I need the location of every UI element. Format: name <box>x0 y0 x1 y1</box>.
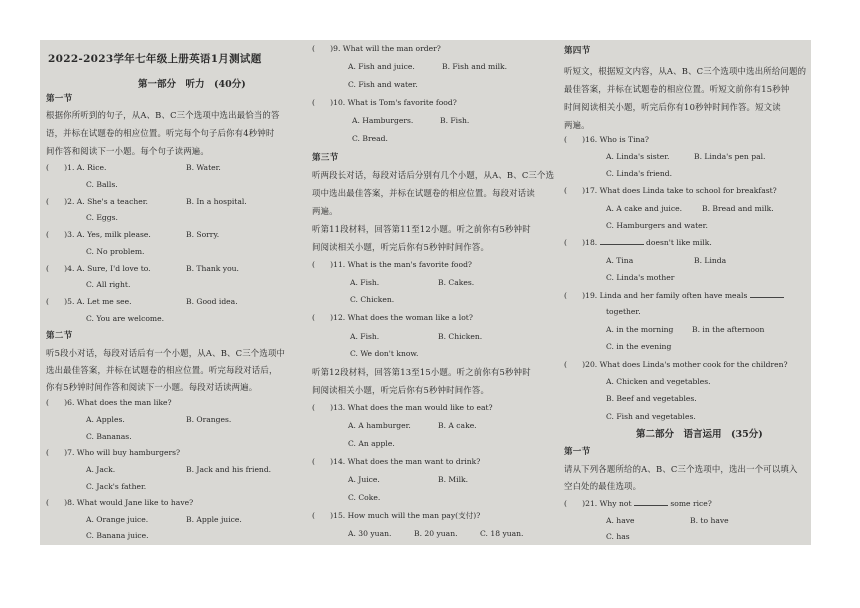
question-3-stem: ( )3. A. Yes, milk please. <box>46 230 151 239</box>
section-2-instructions: 听5段小对话，每段对话后有一个小题，从A、B、C三个选项中 <box>46 348 286 358</box>
section-3-instructions: 项中选出最佳答案，并标在试题卷的相应位置。每段对话读 <box>312 188 535 198</box>
question-16-option-b: B. Linda's pen pal. <box>694 152 766 161</box>
question-9-stem: ( )9. What will the man order? <box>312 44 441 53</box>
question-7-stem: ( )7. Who will buy hamburgers? <box>46 448 181 457</box>
question-6-option-a: A. Apples. <box>86 415 125 424</box>
question-18-blank <box>600 244 644 245</box>
question-20-option-c: C. Fish and vegetables. <box>606 412 696 421</box>
question-14-option-b: B. Milk. <box>438 475 469 484</box>
part2-section-1-instructions: 请从下列各题所给的A、B、C三个选项中，选出一个可以填入 <box>564 464 798 474</box>
question-1-option-b: B. Water. <box>186 163 221 172</box>
section-3-instructions: 听两段长对话，每段对话后分别有几个小题，从A、B、C三个选 <box>312 170 555 180</box>
section-3-group-1-note: 听第11段材料，回答第11至12小题。听之前你有5秒钟时 <box>312 224 531 234</box>
question-21-option-b: B. to have <box>690 516 729 525</box>
question-8-option-b: B. Apple juice. <box>186 515 242 524</box>
question-11-option-c: C. Chicken. <box>350 295 395 304</box>
section-3-heading: 第三节 <box>312 153 339 163</box>
question-17-option-b: B. Bread and milk. <box>702 204 774 213</box>
question-18-option-a: A. Tina <box>606 256 634 265</box>
question-19-text: ( )19. Linda and her family often have meals <box>564 291 748 300</box>
question-18-option-b: B. Linda <box>694 256 727 265</box>
question-12-option-a: A. Fish. <box>350 332 380 341</box>
question-13-option-b: B. A cake. <box>438 421 477 430</box>
question-19-option-a: A. in the morning <box>606 325 674 334</box>
question-11-option-b: B. Cakes. <box>438 278 475 287</box>
question-6-option-c: C. Bananas. <box>86 432 132 441</box>
question-3-option-c: C. No problem. <box>86 247 145 256</box>
question-20-option-b: B. Beef and vegetables. <box>606 394 697 403</box>
part2-section-1-instructions: 空白处的最佳选项。 <box>564 481 642 491</box>
question-6-stem: ( )6. What does the man like? <box>46 398 172 407</box>
question-5-stem: ( )5. A. Let me see. <box>46 297 132 306</box>
part2-heading: 第二部分 语言运用 (35分) <box>636 429 763 440</box>
question-9-option-c: C. Fish and water. <box>348 80 418 89</box>
section-1-instructions: 根据你所听到的句子，从A、B、C三个选项中选出最恰当的答 <box>46 110 280 120</box>
question-17-stem: ( )17. What does Linda take to school for breakfast? <box>564 186 777 195</box>
section-2-instructions: 选出最佳答案，并标在试题卷的相应位置。听完每段对话后， <box>46 365 278 375</box>
section-1-instructions: 语，并标在试题卷的相应位置。听完每个句子后你有4秒钟时 <box>46 128 275 138</box>
question-16-stem: ( )16. Who is Tina? <box>564 135 650 144</box>
column-2 <box>312 40 556 545</box>
section-3-group-2-note: 间阅读相关小题，听完后你有5秒钟时间作答。 <box>312 385 490 395</box>
question-1-stem: ( )1. A. Rice. <box>46 163 107 172</box>
question-21-text: ( )21. Why not <box>564 499 632 508</box>
question-19-stem <box>564 291 784 301</box>
question-15-option-b: B. 20 yuan. <box>414 529 458 538</box>
question-15-option-c: C. 18 yuan. <box>480 529 524 538</box>
question-9-option-a: A. Fish and juice. <box>348 62 415 71</box>
question-10-option-a: A. Hamburgers. <box>352 116 414 125</box>
question-3-option-b: B. Sorry. <box>186 230 220 239</box>
question-11-option-a: A. Fish. <box>350 278 380 287</box>
question-8-option-a: A. Orange juice. <box>86 515 149 524</box>
question-18-text: doesn't like milk. <box>646 238 712 247</box>
section-4-instructions: 时间阅读相关小题，听完后你有10秒钟时间作答。短文读 <box>564 102 781 112</box>
question-10-option-c: C. Bread. <box>352 134 388 143</box>
section-3-group-2-note: 听第12段材料，回答第13至15小题。听之前你有5秒钟时 <box>312 367 531 377</box>
question-10-stem: ( )10. What is Tom's favorite food? <box>312 98 457 107</box>
question-9-option-b: B. Fish and milk. <box>442 62 508 71</box>
question-10-option-b: B. Fish. <box>440 116 470 125</box>
part1-heading: 第一部分 听力 (40分) <box>138 79 246 90</box>
question-18-stem <box>564 238 712 248</box>
question-7-option-a: A. Jack. <box>86 465 116 474</box>
question-21-option-a: A. have <box>606 516 635 525</box>
question-4-option-c: C. All right. <box>86 280 131 289</box>
question-14-option-a: A. Juice. <box>348 475 380 484</box>
question-20-stem: ( )20. What does Linda's mother cook for the children? <box>564 360 788 369</box>
question-7-option-c: C. Jack's father. <box>86 482 147 491</box>
section-1-instructions: 间作答和阅读下一小题。每个句子读两遍。 <box>46 146 209 156</box>
question-4-option-b: B. Thank you. <box>186 264 239 273</box>
section-2-heading: 第二节 <box>46 331 73 341</box>
part2-section-1-heading: 第一节 <box>564 447 591 457</box>
column-1 <box>46 40 306 545</box>
question-19-blank <box>750 297 784 298</box>
question-21-blank <box>634 505 668 506</box>
section-3-group-1-note: 间阅读相关小题，听完后你有5秒钟时间作答。 <box>312 242 490 252</box>
question-15-stem: ( )15. How much will the man pay(支付)? <box>312 511 481 520</box>
column-3 <box>564 40 808 545</box>
question-5-option-c: C. You are welcome. <box>86 314 165 323</box>
section-2-instructions: 你有5秒钟时间作答和阅读下一小题。每段对话读两遍。 <box>46 382 258 392</box>
question-18-number: ( )18. <box>564 238 598 247</box>
question-21-stem <box>564 499 712 509</box>
question-8-option-c: C. Banana juice. <box>86 531 149 540</box>
exam-paper-photo <box>40 40 811 545</box>
question-18-option-c: C. Linda's mother <box>606 273 675 282</box>
question-20-option-a: A. Chicken and vegetables. <box>606 377 711 386</box>
question-1-option-c: C. Balls. <box>86 180 118 189</box>
question-21-option-c: C. has <box>606 532 630 541</box>
question-14-stem: ( )14. What does the man want to drink? <box>312 457 481 466</box>
section-4-instructions: 两遍。 <box>564 120 590 130</box>
question-13-stem: ( )13. What does the man would like to eat? <box>312 403 493 412</box>
question-8-stem: ( )8. What would Jane like to have? <box>46 498 194 507</box>
question-19-option-c: C. in the evening <box>606 342 672 351</box>
question-16-option-c: C. Linda's friend. <box>606 169 673 178</box>
question-19-continuation: together. <box>606 307 641 316</box>
question-19-option-b: B. in the afternoon <box>692 325 765 334</box>
question-13-option-a: A. A hamburger. <box>348 421 411 430</box>
section-4-instructions: 听短文，根据短文内容，从A、B、C三个选项中选出所给问题的 <box>564 66 807 76</box>
question-17-option-c: C. Hamburgers and water. <box>606 221 708 230</box>
section-4-heading: 第四节 <box>564 46 591 56</box>
section-4-instructions: 最佳答案，并标在试题卷的相应位置。听短文前你有15秒钟 <box>564 84 790 94</box>
question-2-option-c: C. Eggs. <box>86 213 118 222</box>
question-2-stem: ( )2. A. She's a teacher. <box>46 197 148 206</box>
question-11-stem: ( )11. What is the man's favorite food? <box>312 260 473 269</box>
exam-title: 2022-2023学年七年级上册英语1月测试题 <box>48 53 262 65</box>
question-12-option-b: B. Chicken. <box>438 332 483 341</box>
question-17-option-a: A. A cake and juice. <box>606 204 683 213</box>
question-7-option-b: B. Jack and his friend. <box>186 465 272 474</box>
question-5-option-b: B. Good idea. <box>186 297 238 306</box>
question-14-option-c: C. Coke. <box>348 493 381 502</box>
question-6-option-b: B. Oranges. <box>186 415 232 424</box>
question-15-option-a: A. 30 yuan. <box>348 529 392 538</box>
section-3-instructions: 两遍。 <box>312 206 338 216</box>
question-13-option-c: C. An apple. <box>348 439 395 448</box>
question-16-option-a: A. Linda's sister. <box>606 152 670 161</box>
question-21-text-end: some rice? <box>670 499 712 508</box>
section-1-heading: 第一节 <box>46 94 73 104</box>
question-2-option-b: B. In a hospital. <box>186 197 247 206</box>
question-12-option-c: C. We don't know. <box>350 349 419 358</box>
question-4-stem: ( )4. A. Sure, I'd love to. <box>46 264 151 273</box>
question-12-stem: ( )12. What does the woman like a lot? <box>312 313 473 322</box>
